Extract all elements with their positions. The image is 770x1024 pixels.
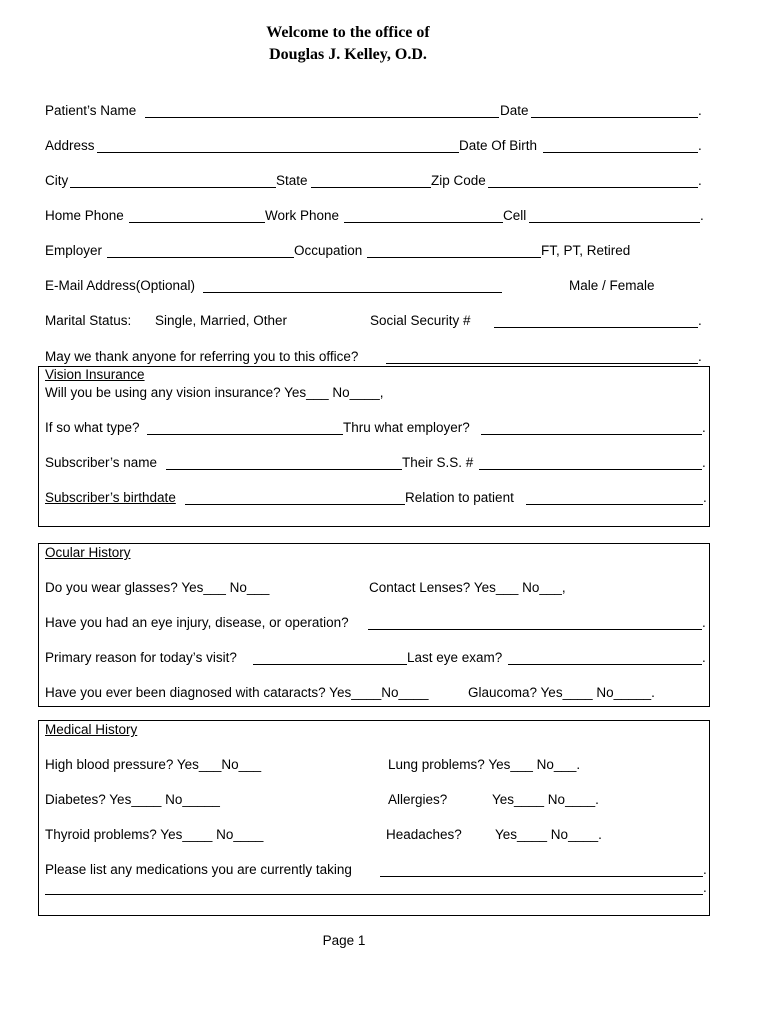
subscriber-birthdate-field[interactable] [185,504,405,505]
office-title-line2: Douglas J. Kelley, O.D. [269,46,427,63]
end-mark: . [698,313,702,328]
patient-name-label: Patient’s Name [45,103,137,118]
zip-field[interactable] [488,187,698,188]
allergies-answer[interactable]: Yes____ No____. [492,792,599,807]
subscriber-ss-field[interactable] [479,469,702,470]
referral-label: May we thank anyone for referring you to this office? [45,349,359,364]
employment-status-options[interactable]: FT, PT, Retired [541,243,631,258]
marital-status-label: Marital Status: [45,313,132,328]
state-field[interactable] [311,187,431,188]
work-phone-label: Work Phone [265,208,340,223]
page-number: Page 1 [322,933,366,948]
occupation-label: Occupation [294,243,363,258]
end-mark: . [698,103,702,118]
home-phone-field[interactable] [129,222,265,223]
insurance-employer-label: Thru what employer? [343,420,470,435]
end-mark: . [700,208,704,223]
insurance-type-field[interactable] [147,434,343,435]
office-title-line1: Welcome to the office of [266,24,430,41]
medical-history-heading: Medical History [45,722,138,737]
state-label: State [276,173,308,188]
city-field[interactable] [70,187,276,188]
glaucoma-question[interactable]: Glaucoma? Yes____ No_____. [468,685,655,700]
employer-field[interactable] [107,257,294,258]
blood-pressure-question[interactable]: High blood pressure? Yes___No___ [45,757,262,772]
home-phone-label: Home Phone [45,208,124,223]
headaches-answer[interactable]: Yes____ No____. [495,827,602,842]
subscriber-name-label: Subscriber’s name [45,455,158,470]
visit-reason-field[interactable] [253,664,407,665]
headaches-label: Headaches? [386,827,462,842]
ssn-label: Social Security # [370,313,471,328]
eye-injury-field[interactable] [368,629,702,630]
last-eye-exam-label: Last eye exam? [407,650,503,665]
contact-lenses-question[interactable]: Contact Lenses? Yes___ No___, [369,580,566,595]
work-phone-field[interactable] [344,222,503,223]
subscriber-ss-label: Their S.S. # [402,455,474,470]
employer-label: Employer [45,243,103,258]
medications-field[interactable] [380,876,703,877]
medical-history-section [38,720,710,916]
glasses-question[interactable]: Do you wear glasses? Yes___ No___ [45,580,270,595]
dob-field[interactable] [543,152,698,153]
zip-label: Zip Code [431,173,486,188]
cataracts-question[interactable]: Have you ever been diagnosed with cataracts? Yes____No____ [45,685,429,700]
gender-options[interactable]: Male / Female [569,278,655,293]
end-mark: . [698,173,702,188]
end-mark: . [698,349,702,364]
end-mark: . [703,880,707,895]
medications-label: Please list any medications you are currently taking [45,862,352,877]
relation-label: Relation to patient [405,490,514,505]
referral-field[interactable] [386,363,698,364]
end-mark: . [703,862,707,877]
ocular-history-heading: Ocular History [45,545,131,560]
city-label: City [45,173,69,188]
last-eye-exam-field[interactable] [508,664,702,665]
end-mark: . [698,138,702,153]
thyroid-question[interactable]: Thyroid problems? Yes____ No____ [45,827,264,842]
date-field[interactable] [531,117,698,118]
insurance-type-label: If so what type? [45,420,140,435]
end-mark: . [702,420,706,435]
medications-field-line2[interactable] [45,894,703,895]
marital-status-options[interactable]: Single, Married, Other [155,313,288,328]
visit-reason-label: Primary reason for today’s visit? [45,650,237,665]
occupation-field[interactable] [367,257,541,258]
ssn-field[interactable] [494,327,698,328]
address-field[interactable] [97,152,459,153]
cell-label: Cell [503,208,527,223]
subscriber-birthdate-label: Subscriber’s birthdate [45,490,176,505]
lung-problems-question[interactable]: Lung problems? Yes___ No___. [388,757,581,772]
email-field[interactable] [203,292,502,293]
diabetes-question[interactable]: Diabetes? Yes____ No_____ [45,792,220,807]
relation-field[interactable] [526,504,703,505]
end-mark: . [702,455,706,470]
allergies-label: Allergies? [388,792,448,807]
email-label: E-Mail Address(Optional) [45,278,196,293]
address-label: Address [45,138,95,153]
vision-insurance-heading: Vision Insurance [45,367,145,382]
cell-field[interactable] [529,222,700,223]
vision-insurance-question[interactable]: Will you be using any vision insurance? Yes___ No____, [45,385,384,400]
end-mark: . [702,615,706,630]
end-mark: . [703,490,707,505]
date-label: Date [500,103,529,118]
end-mark: . [702,650,706,665]
dob-label: Date Of Birth [459,138,538,153]
patient-name-field[interactable] [145,117,499,118]
subscriber-name-field[interactable] [166,469,402,470]
insurance-employer-field[interactable] [481,434,702,435]
eye-injury-label: Have you had an eye injury, disease, or operation? [45,615,349,630]
